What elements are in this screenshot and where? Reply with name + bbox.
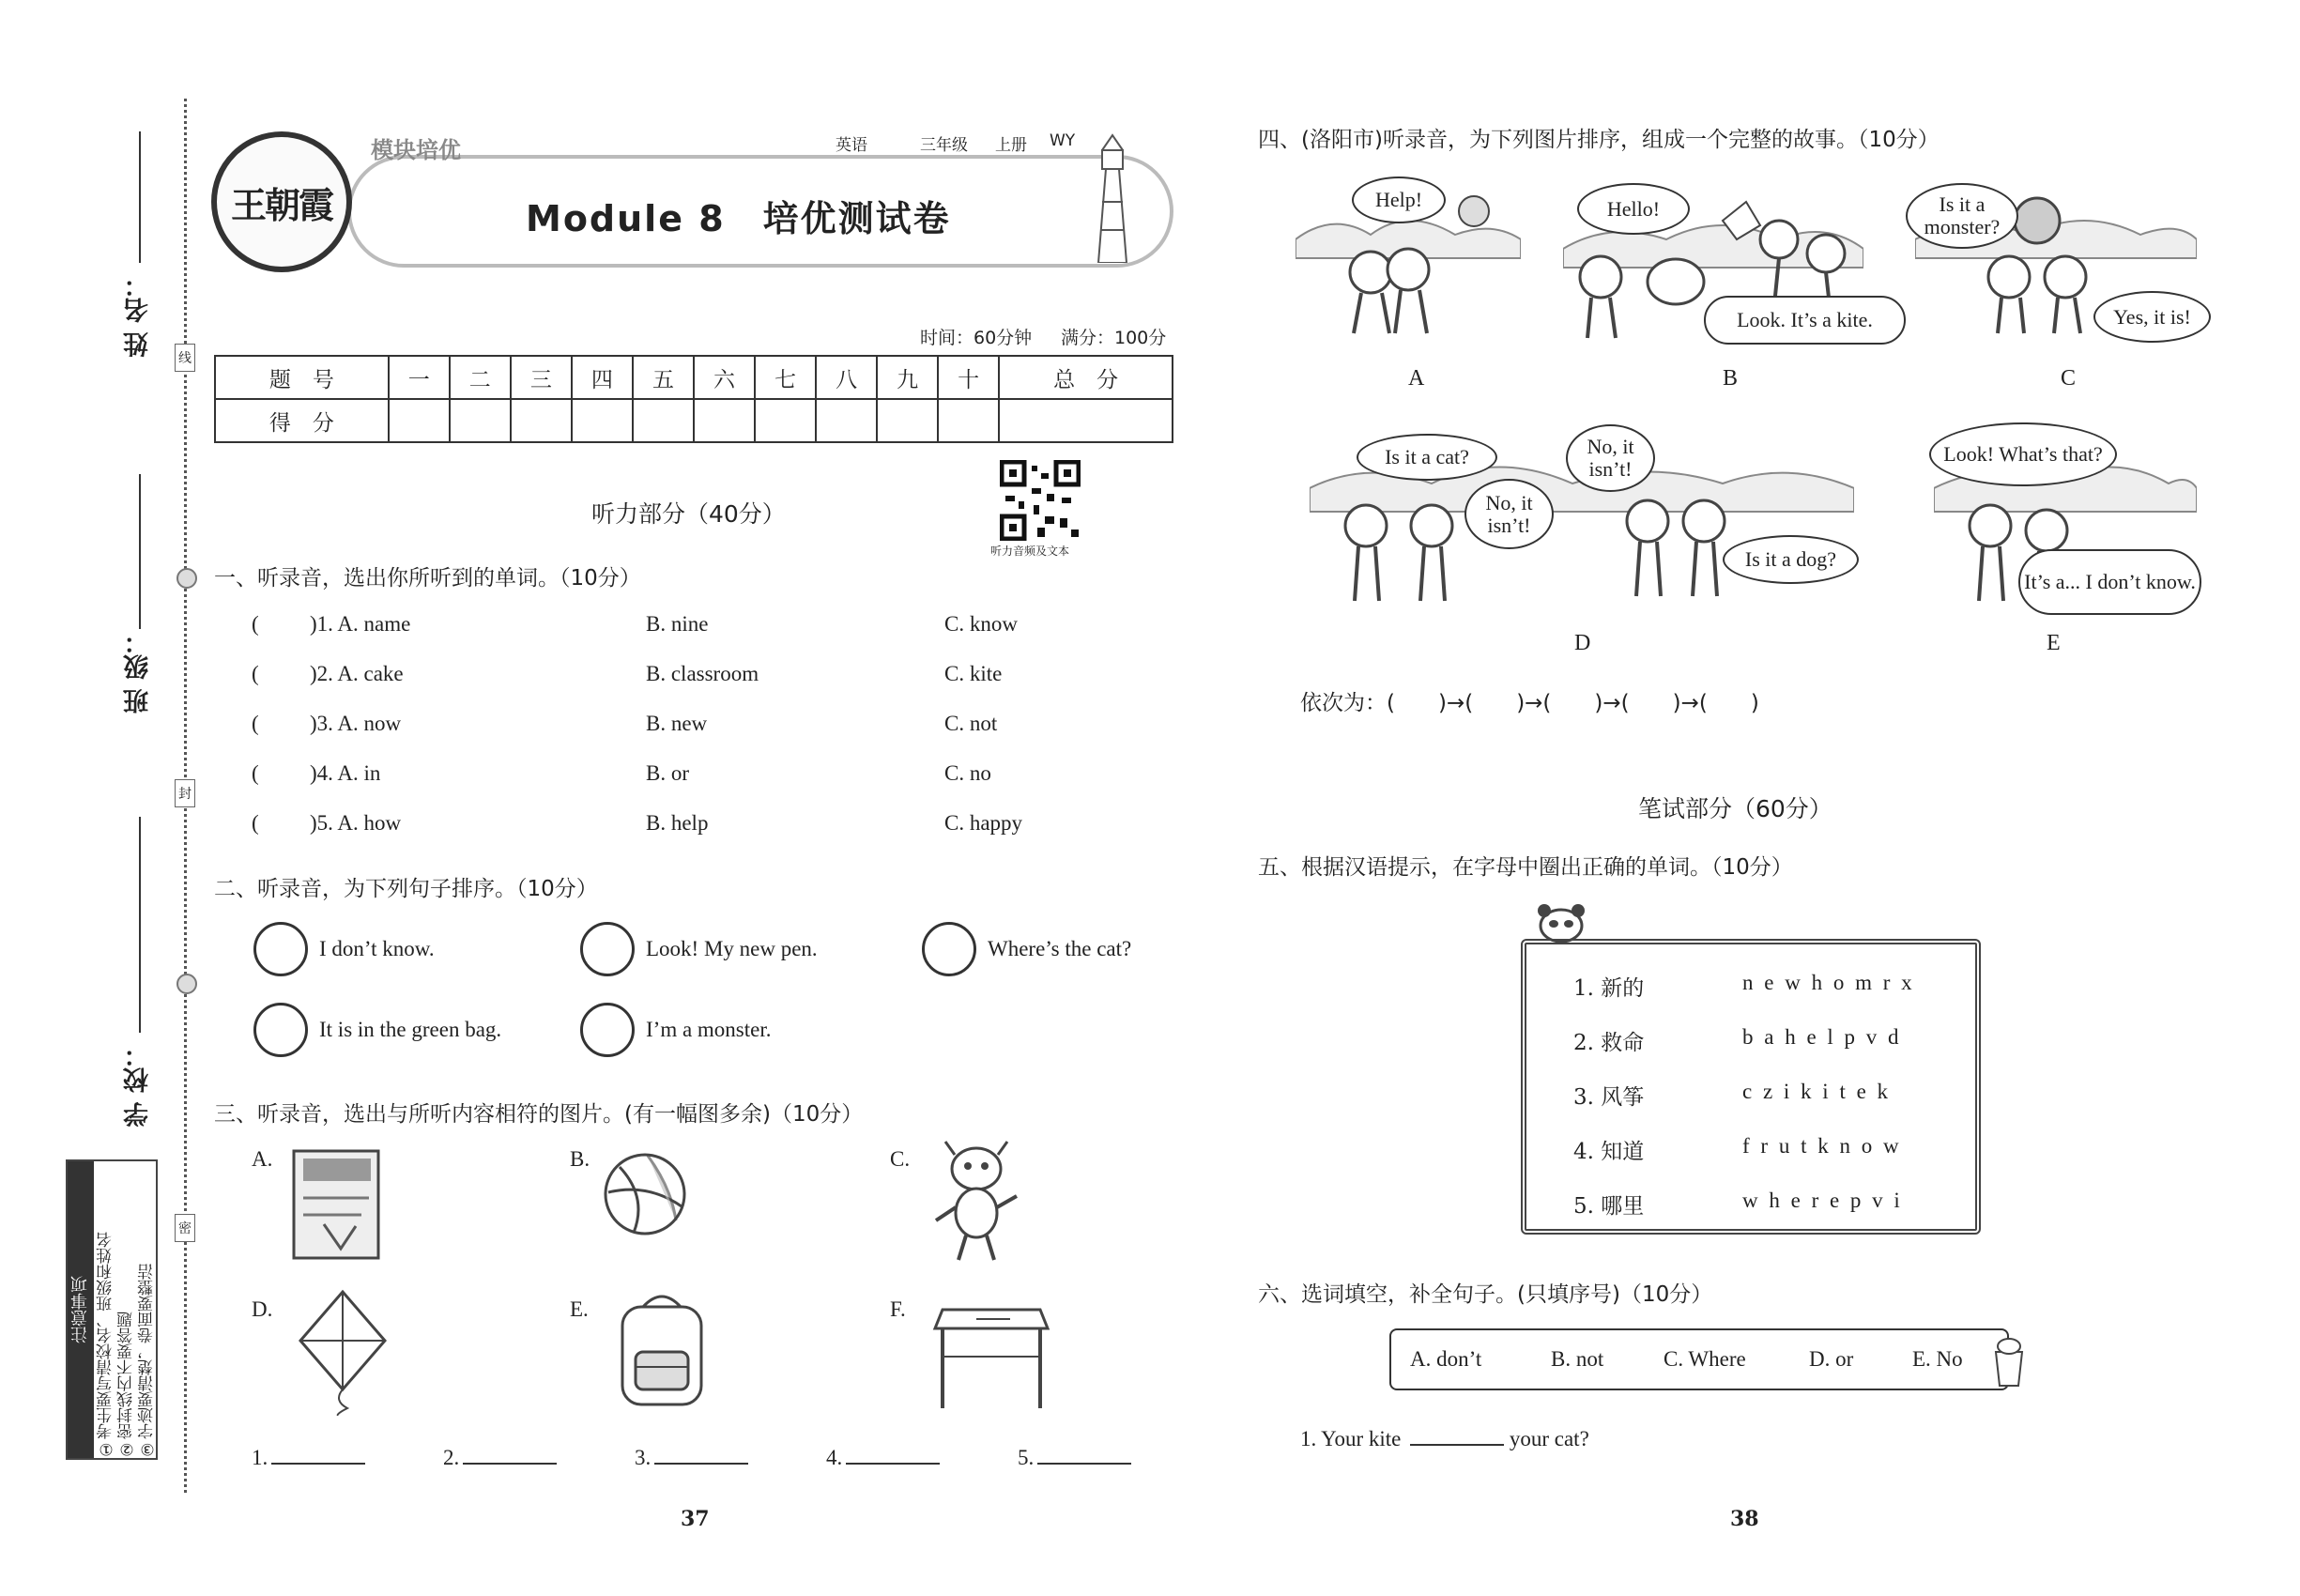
sentence: Where’s the cat? bbox=[988, 937, 1132, 960]
backpack-icon bbox=[606, 1286, 718, 1410]
answer-blank[interactable] bbox=[443, 1446, 557, 1470]
speech-bubble: Hello! bbox=[1577, 183, 1690, 235]
seal-mark: 线 bbox=[175, 344, 195, 372]
seal-mark: 密 bbox=[175, 1214, 195, 1242]
sentence: I don’t know. bbox=[319, 937, 435, 960]
picture-letter: A bbox=[1408, 366, 1425, 391]
score-input[interactable] bbox=[694, 399, 755, 442]
order-circle[interactable] bbox=[253, 1003, 308, 1057]
name-line bbox=[139, 131, 141, 263]
notice-item: ①考生要写清校名、班级和姓名 bbox=[97, 1232, 115, 1458]
score-cell: 一 bbox=[389, 356, 450, 399]
question-item: )2. A. cake bbox=[310, 662, 404, 685]
notice-item: ③字迹要清楚，卷面要整洁 bbox=[138, 1264, 157, 1458]
question-item: )1. A. name bbox=[310, 612, 411, 636]
word-hint: 1. 新的 bbox=[1573, 976, 1645, 1001]
letter-grid[interactable]: c z i k i t e k bbox=[1742, 1080, 1892, 1103]
picture-label: B. bbox=[570, 1147, 590, 1171]
picture-letter: B bbox=[1723, 366, 1739, 391]
class-line bbox=[139, 474, 141, 629]
word-hint: 2. 救命 bbox=[1573, 1031, 1645, 1055]
part4-title: 四、(洛阳市)听录音，为下列图片排序，组成一个完整的故事。（10分） bbox=[1258, 128, 1940, 152]
letter-board bbox=[1521, 939, 1981, 1235]
word-option: D. or bbox=[1809, 1347, 1854, 1371]
speech-bubble: Is it a cat? bbox=[1357, 434, 1497, 481]
sentence: Look! My new pen. bbox=[646, 937, 818, 960]
qr-caption: 听力音频及文本 bbox=[990, 545, 1070, 558]
option-c: C. know bbox=[944, 612, 1018, 636]
choice-blank[interactable]: ( bbox=[252, 811, 259, 835]
letter-grid[interactable]: b a h e l p v d bbox=[1742, 1025, 1902, 1049]
cup-icon bbox=[1990, 1333, 2028, 1389]
picture-label: C. bbox=[890, 1147, 911, 1171]
answer-blank[interactable] bbox=[635, 1446, 748, 1470]
ball-icon bbox=[601, 1150, 690, 1239]
part3-title: 三、听录音，选出与所听内容相符的图片。(有一幅图多余)（10分） bbox=[214, 1102, 864, 1127]
question-item: )5. A. how bbox=[310, 811, 402, 835]
word-option: E. No bbox=[1912, 1347, 1963, 1371]
question-item: )3. A. now bbox=[310, 712, 402, 735]
answer-number: 3. bbox=[635, 1446, 652, 1469]
option-c: C. happy bbox=[944, 811, 1023, 835]
option-b: B. new bbox=[646, 712, 708, 735]
class-label: 班 级： bbox=[124, 629, 153, 714]
option-c: C. kite bbox=[944, 662, 1003, 685]
name-label: 姓 名： bbox=[124, 272, 153, 358]
answer-number: 5. bbox=[1018, 1446, 1035, 1469]
sentence: I’m a monster. bbox=[646, 1018, 772, 1041]
picture-letter: D bbox=[1574, 631, 1591, 655]
word-option: A. don’t bbox=[1410, 1347, 1482, 1371]
score-input[interactable] bbox=[389, 399, 450, 442]
page-title: Module 8 培优测试卷 bbox=[526, 198, 951, 239]
score-cell: 九 bbox=[877, 356, 938, 399]
letter-grid[interactable]: f r u t k n o w bbox=[1742, 1134, 1902, 1158]
score-cell: 总 分 bbox=[999, 356, 1173, 399]
choice-blank[interactable]: ( bbox=[252, 761, 259, 785]
score-table bbox=[214, 355, 1173, 443]
fill-question bbox=[1300, 1427, 1589, 1451]
notice-heading: 注意事项 bbox=[68, 1161, 94, 1458]
part1-title: 一、听录音，选出你所听到的单词。（10分） bbox=[214, 566, 641, 591]
speech-bubble: Help! bbox=[1352, 176, 1446, 223]
word-hint: 5. 哪里 bbox=[1573, 1194, 1645, 1219]
answer-number: 4. bbox=[826, 1446, 843, 1469]
speech-bubble: It’s a... I don’t know. bbox=[2018, 549, 2201, 615]
word-option: C. Where bbox=[1664, 1347, 1746, 1371]
order-circle[interactable] bbox=[253, 922, 308, 976]
score-input[interactable] bbox=[877, 399, 938, 442]
qr-code-icon bbox=[1000, 460, 1081, 541]
word-hint: 4. 知道 bbox=[1573, 1140, 1645, 1164]
order-circle[interactable] bbox=[922, 922, 976, 976]
page-number: 38 bbox=[1730, 1507, 1759, 1531]
score-input[interactable] bbox=[450, 399, 511, 442]
brand-name: 王朝霞 bbox=[230, 183, 332, 226]
exam-time: 时间：60分钟 bbox=[920, 328, 1033, 348]
word-hint: 3. 风筝 bbox=[1573, 1085, 1645, 1110]
module-tag: 模块培优 bbox=[371, 137, 461, 163]
score-header-row bbox=[215, 356, 1173, 399]
notice-box bbox=[66, 1159, 158, 1460]
picture-label: D. bbox=[252, 1297, 273, 1321]
writing-heading: 笔试部分（60分） bbox=[1638, 795, 1832, 822]
brand-logo bbox=[211, 131, 352, 272]
score-cell: 四 bbox=[572, 356, 633, 399]
choice-blank[interactable]: ( bbox=[252, 612, 259, 636]
edition-label: WY bbox=[1050, 131, 1076, 150]
speech-bubble: Look! What’s that? bbox=[1929, 422, 2117, 486]
monster-icon bbox=[925, 1136, 1028, 1267]
answer-number: 1. bbox=[252, 1446, 268, 1469]
score-input[interactable] bbox=[938, 399, 999, 442]
order-circle[interactable] bbox=[580, 922, 635, 976]
kite-icon bbox=[282, 1284, 404, 1416]
score-input[interactable] bbox=[633, 399, 694, 442]
punch-hole bbox=[176, 974, 197, 994]
picture-letter: E bbox=[2047, 631, 2061, 655]
answer-blank[interactable] bbox=[1018, 1446, 1131, 1470]
fill-blank[interactable] bbox=[1410, 1444, 1504, 1446]
score-cell: 七 bbox=[755, 356, 816, 399]
page-number: 37 bbox=[681, 1507, 710, 1531]
desk-icon bbox=[929, 1291, 1051, 1413]
listening-heading: 听力部分（40分） bbox=[591, 500, 786, 528]
question-item: )4. A. in bbox=[310, 761, 381, 785]
speech-bubble: Is it a dog? bbox=[1723, 535, 1859, 584]
panda-icon bbox=[1535, 901, 1587, 943]
book-icon bbox=[286, 1145, 390, 1266]
part2-title: 二、听录音，为下列句子排序。（10分） bbox=[214, 877, 598, 901]
lighthouse-icon bbox=[1080, 131, 1145, 263]
option-b: B. classroom bbox=[646, 662, 759, 685]
exam-full-score: 满分：100分 bbox=[1061, 328, 1167, 348]
question-text: 1. Your kite bbox=[1300, 1427, 1402, 1450]
letter-grid[interactable]: n e w h o m r x bbox=[1742, 971, 1915, 994]
score-cell: 得 分 bbox=[215, 399, 389, 442]
speech-bubble: Yes, it is! bbox=[2093, 291, 2211, 343]
sentence: It is in the green bag. bbox=[319, 1018, 502, 1041]
score-input[interactable] bbox=[572, 399, 633, 442]
answer-number: 2. bbox=[443, 1446, 460, 1469]
score-cell: 六 bbox=[694, 356, 755, 399]
picture-label: E. bbox=[570, 1297, 589, 1321]
word-bank bbox=[1389, 1328, 2009, 1390]
punch-hole bbox=[176, 568, 197, 589]
school-label: 学 校： bbox=[124, 1042, 153, 1128]
answer-blank[interactable] bbox=[252, 1446, 365, 1470]
picture-label: A. bbox=[252, 1147, 273, 1171]
score-cell: 三 bbox=[511, 356, 572, 399]
picture-letter: C bbox=[2061, 366, 2077, 391]
speech-bubble: Is it a monster? bbox=[1906, 183, 2018, 249]
option-b: B. help bbox=[646, 811, 709, 835]
school-line bbox=[139, 817, 141, 1033]
order-answer[interactable]: 依次为：( )→( )→( )→( )→( ) bbox=[1300, 691, 1759, 715]
score-input[interactable] bbox=[755, 399, 816, 442]
score-cell: 八 bbox=[816, 356, 877, 399]
option-b: B. nine bbox=[646, 612, 709, 636]
question-text: your cat? bbox=[1509, 1427, 1589, 1450]
option-b: B. or bbox=[646, 761, 689, 785]
score-cell: 五 bbox=[633, 356, 694, 399]
choice-blank[interactable]: ( bbox=[252, 712, 259, 735]
option-c: C. not bbox=[944, 712, 998, 735]
score-cell: 十 bbox=[938, 356, 999, 399]
speech-bubble: Look. It’s a kite. bbox=[1704, 296, 1906, 345]
speech-bubble: No, it isn’t! bbox=[1464, 479, 1554, 549]
choice-blank[interactable]: ( bbox=[252, 662, 259, 685]
option-c: C. no bbox=[944, 761, 991, 785]
speech-bubble: No, it isn’t! bbox=[1566, 424, 1655, 492]
seal-mark: 封 bbox=[175, 779, 195, 807]
word-option: B. not bbox=[1551, 1347, 1604, 1371]
score-input[interactable] bbox=[511, 399, 572, 442]
part6-title: 六、选词填空，补全句子。(只填序号)（10分） bbox=[1258, 1282, 1713, 1307]
score-cell: 二 bbox=[450, 356, 511, 399]
score-input[interactable] bbox=[999, 399, 1173, 442]
grade-label: 三年级 bbox=[920, 136, 968, 155]
score-cell: 题 号 bbox=[215, 356, 389, 399]
letter-grid[interactable]: w h e r e p v i bbox=[1742, 1189, 1903, 1212]
score-input[interactable] bbox=[816, 399, 877, 442]
notice-item: ②密封线内不要答题 bbox=[117, 1312, 136, 1458]
term-label: 上册 bbox=[995, 136, 1027, 155]
order-circle[interactable] bbox=[580, 1003, 635, 1057]
answer-blank[interactable] bbox=[826, 1446, 940, 1470]
subject-label: 英语 bbox=[836, 136, 867, 155]
picture-label: F. bbox=[890, 1297, 906, 1321]
part5-title: 五、根据汉语提示，在字母中圈出正确的单词。（10分） bbox=[1258, 855, 1793, 880]
score-value-row bbox=[215, 399, 1173, 442]
